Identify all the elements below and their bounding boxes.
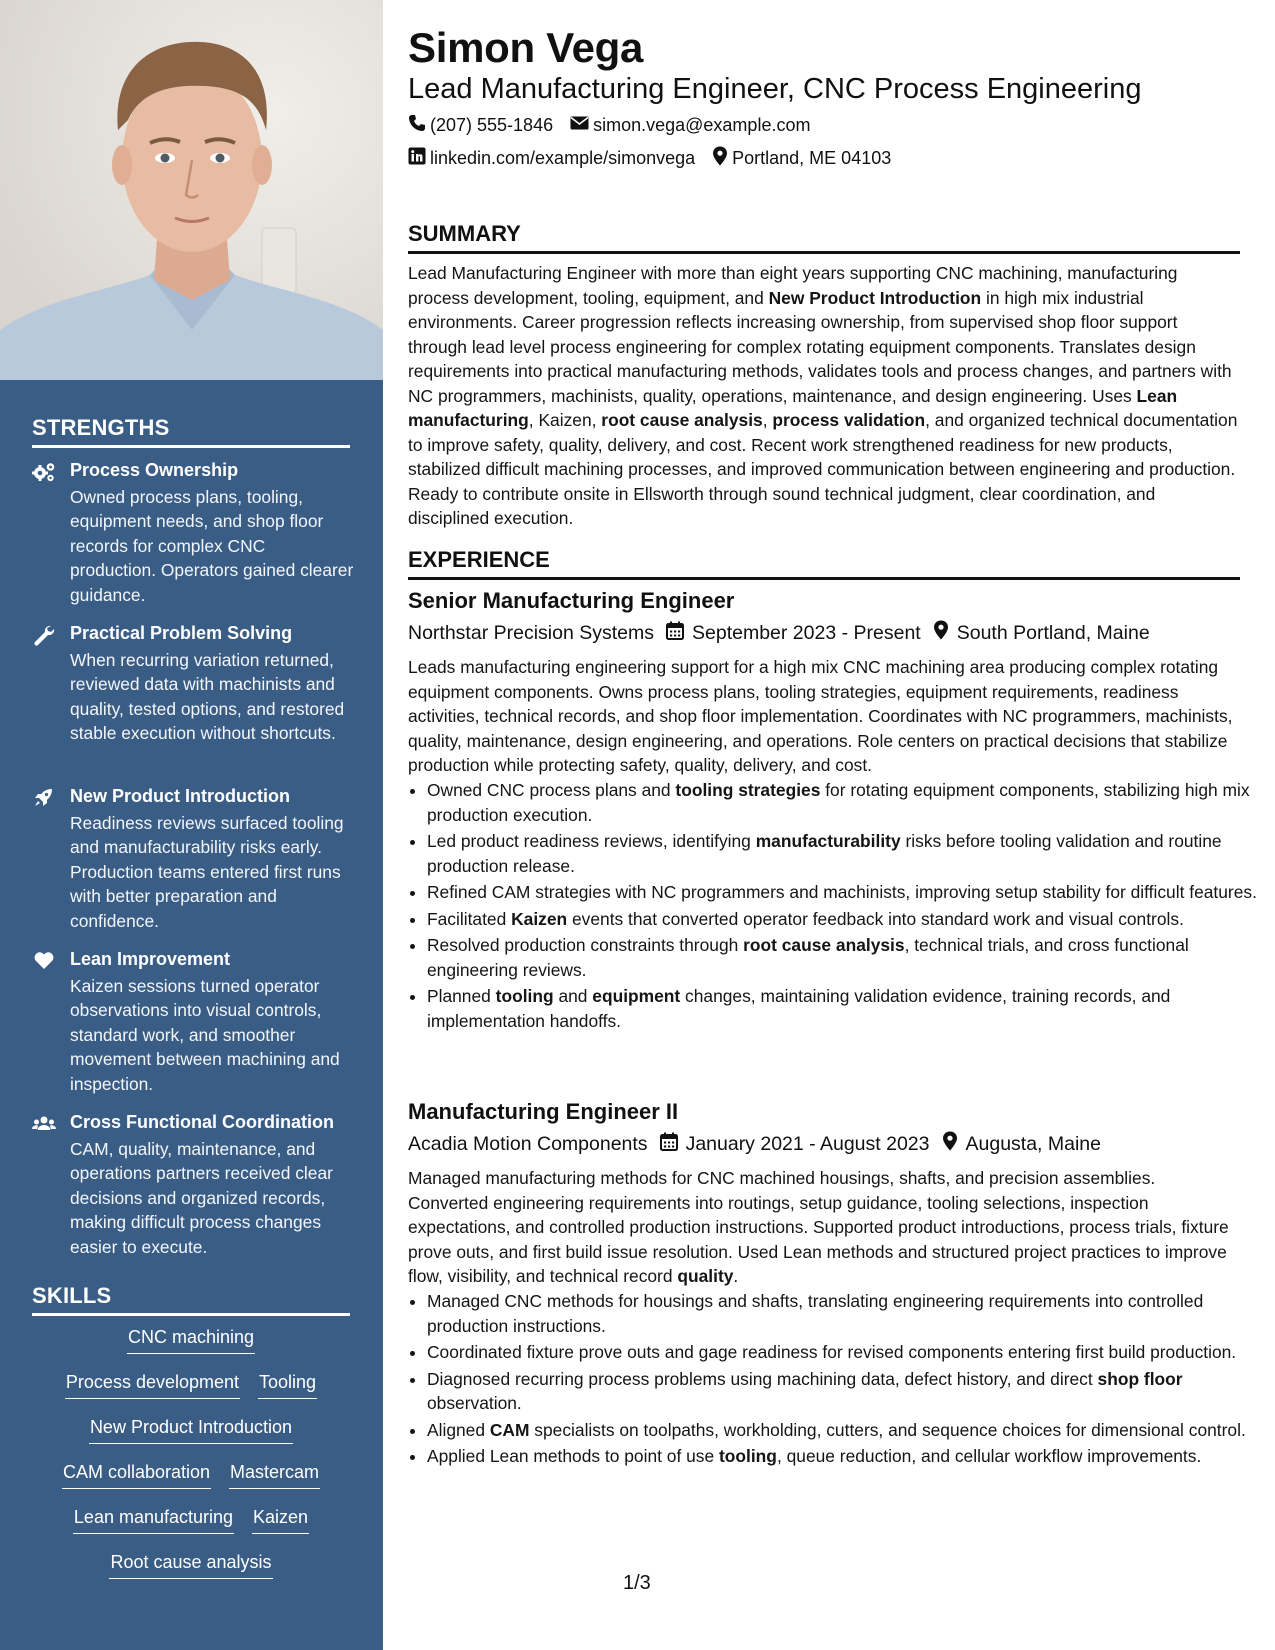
calendar-icon (666, 621, 692, 646)
achievement-text: Resolved production constraints through (427, 935, 744, 955)
job-location-text: Augusta, Maine (965, 1132, 1102, 1155)
location-item (712, 146, 891, 171)
phone-item (408, 114, 553, 137)
job-description (408, 1166, 1240, 1289)
summary-heading: SUMMARY (408, 221, 1240, 254)
job-title: Manufacturing Engineer II (408, 1099, 679, 1124)
summary-text: Lead Manufacturing Engineer with more than eight years supporting CNC machining, manufacturing process development, tooling, equipment, and (408, 263, 1178, 308)
envelope-icon (570, 115, 593, 136)
achievement-text: changes, maintaining validation evidence, training records, and implementation handoffs. (427, 986, 1171, 1031)
achievement-text: , technical trials, and cross functional engineering reviews. (427, 935, 1189, 980)
achievement-item (427, 1418, 1259, 1443)
map-pin-icon (942, 1131, 966, 1157)
achievement-text: Diagnosed recurring process problems using machining data, defect history, and direct (427, 1368, 1098, 1389)
job-location-text: South Portland, Maine (956, 621, 1150, 644)
job-title: Senior Manufacturing Engineer (408, 588, 735, 613)
achievement-bold: Kaizen (511, 908, 568, 929)
summary-text: in high mix industrial environments. Career progression reflects increasing ownership, from supervised shop floor support through lead level process engineering for complex rotating equipment components. Translates design requirements into practical manufacturing methods, validates tools and process changes, and partners with NC programmers, machinists, quality, operations, maintenance, and design engineering. Uses (408, 287, 1232, 406)
map-pin-icon (712, 146, 732, 171)
summary-text: , and organized technical documentation to improve safety, quality, delivery, and cost. Recent work strengthened readiness for new products, stabilized difficult machining processes, and improved communication between engineering and production. Ready to contribute onsite in Ellsworth through sound technical judgment, clear coordination, and disciplined execution. (408, 410, 1238, 528)
summary-text: , (762, 410, 773, 430)
job-description-text: . (733, 1266, 739, 1286)
skill-tag: Lean manufacturing (73, 1505, 234, 1534)
linkedin-item (408, 147, 695, 170)
achievement-text: Coordinated fixture prove outs and gage readiness for revised components entering first build production. (427, 1342, 1237, 1362)
achievement-text: and (553, 986, 593, 1006)
skill-tag: Process development (65, 1370, 240, 1399)
summary-bold: process validation (772, 410, 926, 430)
strength-description: Kaizen sessions turned operator observations into visual controls, standard work, and smoother movement between machining and inspection. (70, 976, 340, 1094)
achievement-bold: equipment (592, 986, 681, 1006)
achievement-item (427, 880, 1259, 905)
heart-icon (32, 950, 56, 972)
achievement-item (427, 907, 1259, 932)
achievement-text: for rotating equipment components, stabilizing high mix production execution. (427, 780, 1250, 825)
profile-photo (0, 0, 383, 380)
job-meta (408, 620, 1162, 646)
achievement-text: risks before tooling validation and routine production release. (427, 831, 1222, 876)
achievement-item (427, 933, 1259, 982)
strength-title: New Product Introduction (70, 786, 290, 806)
skill-tag: New Product Introduction (89, 1415, 293, 1444)
achievement-text: , queue reduction, and cellular workflow improvements. (776, 1446, 1202, 1466)
strength-description: Owned process plans, tooling, equipment needs, and shop floor records for complex CNC production. Operators gained clearer guidance. (70, 487, 354, 605)
wrench-icon (32, 624, 56, 646)
job-description-text: Managed manufacturing methods for CNC machined housings, shafts, and precision assemblies. Converted engineering requirements into routings, setup guidance, tooling selections, inspection expectations, and controlled production instructions. Supported product introductions, process trials, fixture prove outs, and first build issue resolution. Used Lean methods and structured project practices to improve flow, visibility, and technical record (408, 1168, 1229, 1286)
strength-title: Lean Improvement (70, 949, 231, 969)
skill-tag: Tooling (258, 1370, 317, 1399)
achievement-bold: tooling strategies (675, 780, 821, 800)
linkedin-url[interactable]: linkedin.com/example/simonvega (430, 148, 696, 168)
achievement-text: Managed CNC methods for housings and shafts, translating engineering requirements into controlled production instructions. (427, 1291, 1204, 1336)
summary-bold: New Product Introduction (768, 287, 982, 308)
sidebar (0, 0, 383, 1650)
strengths-heading: STRENGTHS (32, 415, 350, 448)
email-item (570, 115, 810, 136)
linkedin-icon (408, 147, 430, 170)
achievement-item (427, 1367, 1259, 1416)
achievement-bold: tooling (718, 1446, 777, 1466)
rocket-icon (32, 787, 56, 809)
achievement-text: Owned CNC process plans and (427, 780, 676, 800)
candidate-headline: Lead Manufacturing Engineer, CNC Process Engineering (408, 73, 1142, 105)
skills-list (32, 1325, 350, 1595)
summary-text: , Kaizen, (528, 410, 602, 430)
phone-icon (408, 114, 430, 137)
achievement-text: Refined CAM strategies with NC programmers and machinists, improving setup stability for difficult features. (427, 882, 1257, 902)
skill-tag: CNC machining (127, 1325, 255, 1354)
job-dates-text: September 2023 - Present (692, 621, 921, 644)
skill-tag: Mastercam (229, 1460, 320, 1489)
achievement-text: observation. (427, 1393, 522, 1413)
strength-title: Process Ownership (70, 460, 239, 480)
achievement-bold: manufacturability (755, 831, 901, 851)
strength-description: When recurring variation returned, reviewed data with machinists and quality, tested options, and restored stable execution without shortcuts. (70, 650, 345, 744)
strength-description: CAM, quality, maintenance, and operations partners received clear decisions and organized records, making difficult process changes easier to execute. (70, 1139, 333, 1257)
achievement-text: Aligned (427, 1419, 490, 1440)
job-dates (666, 621, 921, 646)
achievement-text: Led product readiness reviews, identifying (427, 831, 756, 851)
achievement-item (427, 1340, 1259, 1365)
strength-title: Practical Problem Solving (70, 623, 293, 643)
summary-text (408, 261, 1240, 531)
company-name: Northstar Precision Systems (408, 621, 654, 644)
users-icon (32, 1113, 56, 1135)
achievement-item (427, 984, 1259, 1033)
skills-heading: SKILLS (32, 1283, 350, 1316)
achievement-item (427, 1444, 1259, 1469)
job-location (942, 1131, 1102, 1157)
achievement-bold: root cause analysis (743, 935, 905, 955)
achievement-item (427, 1289, 1259, 1338)
location-text: Portland, ME 04103 (732, 148, 892, 168)
gears-icon (32, 461, 56, 483)
achievement-text: specialists on toolpaths, workholding, cutters, and sequence choices for dimensional control. (529, 1419, 1246, 1440)
strength-description: Readiness reviews surfaced tooling and manufacturability risks early. Production teams entered first runs with better preparation and confidence. (70, 813, 344, 931)
contact-line (408, 114, 827, 137)
job-dates (660, 1132, 930, 1157)
email-address[interactable]: simon.vega@example.com (593, 115, 811, 135)
skill-tag: Kaizen (252, 1505, 309, 1534)
achievement-text: Applied Lean methods to point of use (427, 1446, 719, 1466)
job-meta (408, 1131, 1113, 1157)
strength-title: Cross Functional Coordination (70, 1112, 334, 1132)
calendar-icon (660, 1132, 686, 1157)
candidate-name: Simon Vega (408, 24, 644, 71)
achievement-item (427, 829, 1259, 878)
job-description-bold: quality (677, 1266, 734, 1286)
page-number: 1/3 (623, 1572, 651, 1594)
job-location (933, 620, 1150, 646)
job-achievements (408, 778, 1259, 1035)
job-description-text: Leads manufacturing engineering support for a high mix CNC machining area producing complex rotating equipment components. Owns process plans, tooling strategies, equipment requirements, readiness activities, technical records, and shop floor implementation. Coordinates with NC programmers, machinists, quality, maintenance, design engineering, and operations. Role centers on practical decisions that stabilize production while protecting safety, quality, delivery, and cost. (408, 657, 1233, 775)
achievement-bold: CAM (489, 1419, 530, 1440)
job-achievements (408, 1289, 1259, 1471)
achievement-text: events that converted operator feedback into standard work and visual controls. (567, 908, 1184, 929)
contact-line (408, 146, 908, 171)
achievement-bold: shop floor (1097, 1368, 1183, 1389)
achievement-text: Planned (427, 986, 496, 1006)
job-description (408, 655, 1240, 778)
summary-bold: root cause analysis (601, 410, 763, 430)
company-name: Acadia Motion Components (408, 1132, 648, 1155)
phone-number[interactable]: (207) 555-1846 (430, 115, 554, 135)
map-pin-icon (933, 620, 957, 646)
summary-bold: Lean manufacturing (408, 385, 1178, 430)
experience-heading: EXPERIENCE (408, 547, 1240, 580)
achievement-item (427, 778, 1259, 827)
skill-tag: CAM collaboration (62, 1460, 211, 1489)
job-dates-text: January 2021 - August 2023 (685, 1132, 930, 1155)
achievement-text: Facilitated (427, 908, 512, 929)
skill-tag: Root cause analysis (109, 1550, 272, 1579)
achievement-bold: tooling (495, 986, 554, 1006)
